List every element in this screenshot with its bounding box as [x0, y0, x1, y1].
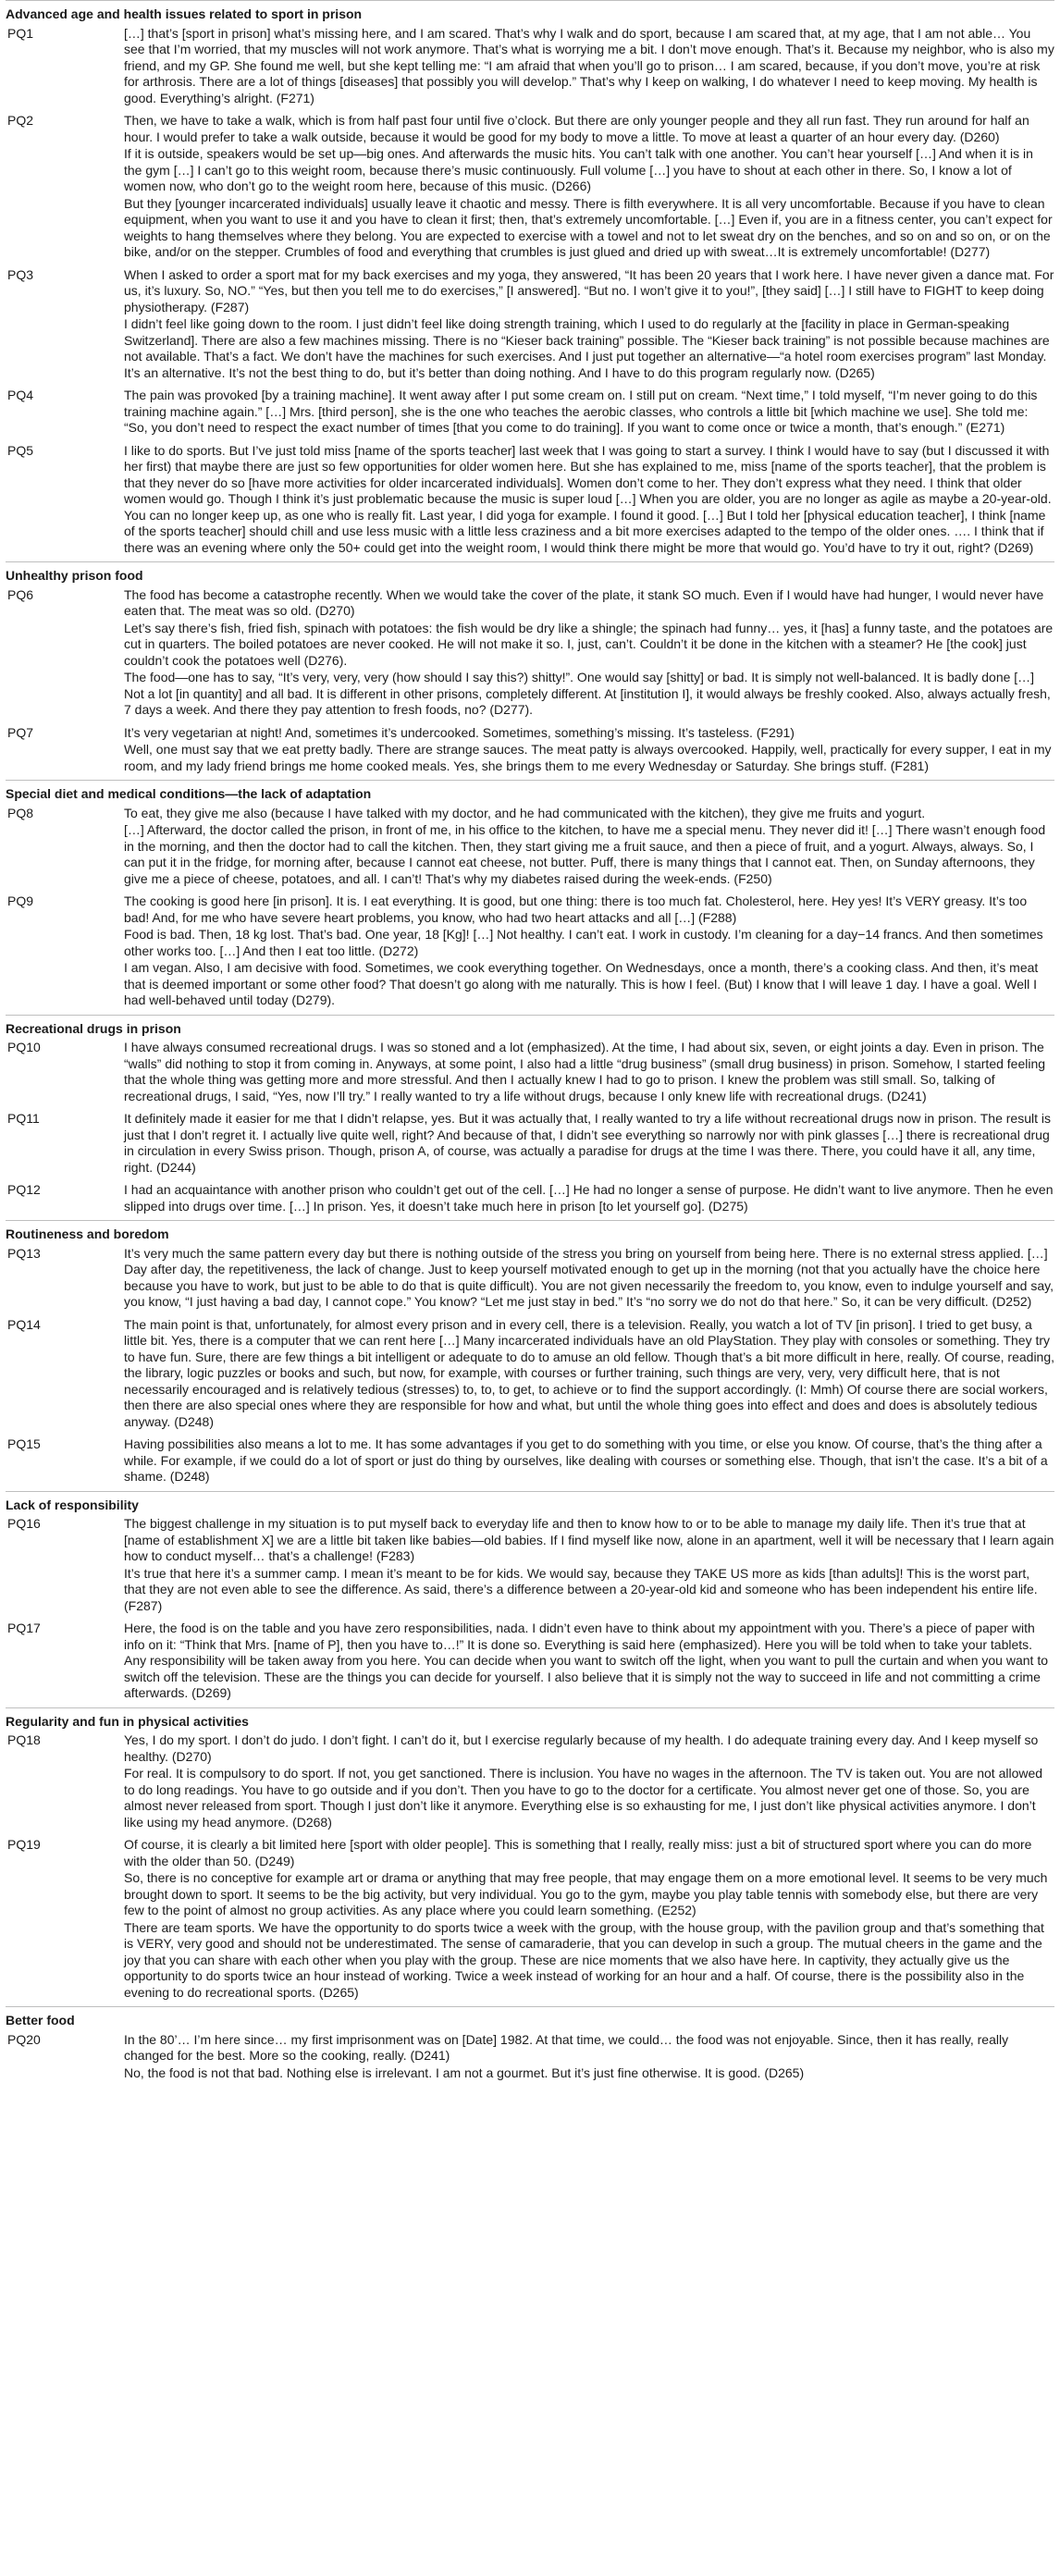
quote-text-cell: [124, 805, 1054, 894]
section-header-row: [6, 1221, 1054, 1245]
quote-paragraph: I like to do sports. But I’ve just told miss [name of the sports teacher] last week that I was going to start a survey. I think I would have to say (but I discussed it with her first) that maybe there are just so few opportunities for older women here. But she has explained to me, miss [name of the sports teacher], that the problem is that they never do so [have more activities for older incarcerated individuals]. Women don’t come to her. They don’t express what they need. I think that older women would go. Though I think it’s just problematic because the music is super loud […] When you are older, you are no longer as agile as maybe a 20-year-old. You can no longer keep up, as one who is really fit. Last year, I did yoga for example. I found it good. […] But I told her [physical education teacher], I think [name of the sports teacher] should chill and use less music with a little less craziness and a bit more exercises adapted to the tempo of the older ones. …. I think that if there was an evening where only the 50+ could get into the weight room, I would think there might be more that would go. You’d have to try it out, right? (D269): [124, 442, 1052, 555]
quote-row: [6, 893, 1054, 1015]
section-title: Better food: [6, 2007, 1054, 2031]
quote-row: [6, 1245, 1054, 1316]
quote-text-cell: [124, 2031, 1054, 2088]
quote-text-cell: [124, 1620, 1054, 1707]
quote-paragraph: The main point is that, unfortunately, for almost every prison and in every cell, there is a television. Really, you watch a lot of TV [in prison]. I tried to get busy, a little bit. Yes, there is a computer that we can rent here […] Many incarcerated individuals have an old PlayStation. They play with consoles or something. They try to have fun. Sure, there are few things a bit intelligent or adequate to do to amuse an old fellow. Though that’s a bit more difficult in here, really. Of course, reading, the library, logic puzzles or books and such, but now, for example, with courses or further training, such things are very, very, very difficult here, that is not necessarily encouraged and is relatively tedious (stresses) to, to, to get, to achieve or to find the support accordingly. (I: Mmh) Of course there are social workers, then there are also special ones where they are responsible for how and what, but until the whole thing goes into effect and does and does is absolutely tedious anyway. (D248): [124, 1316, 1055, 1429]
quote-paragraph: No, the food is not that bad. Nothing else is irrelevant. I am not a gourmet. But it’s just fine otherwise. It is good. (D265): [124, 2064, 805, 2080]
quote-id: PQ12: [7, 1182, 41, 1197]
quote-row: [6, 1110, 1054, 1181]
quote-paragraph: Well, one must say that we eat pretty badly. There are strange sauces. The meat patty is always overcooked. Happily, well, practically for every supper, I eat in my room, and my lady friend brings me home cooked meals. Yes, she brings them to me every Wednesday or Saturday. She brings stuff. (F281): [124, 742, 1052, 773]
quote-row: [6, 2031, 1054, 2088]
quote-paragraph: If it is outside, speakers would be set up—big ones. And afterwards the music hits. You can’t talk with one another. You can’t hear yourself […] And when it is in the gym […] I can’t go to this weight room, because there’s music continuously. Full volume […] you have to shout at each other in there. So, I know a lot of women now, who don’t go to the weight room here, because of this music. (D266): [124, 146, 1033, 193]
quote-id: PQ6: [7, 586, 34, 602]
quote-paragraph: The cooking is good here [in prison]. It is. I eat everything. It is good, but one thing: there is too much fat. Cholesterol, here. Hey yes! It’s VERY greasy. It’s too bad! And, for me who have severe heart problems, you know, who had two heart attacks and all […] (F288): [124, 894, 1028, 925]
quote-row: [6, 1620, 1054, 1707]
quote-text-cell: [124, 1732, 1054, 1836]
quote-paragraph: I have always consumed recreational drugs. I was so stoned and a lot (emphasized). At the time, I had about six, seven, or eight joints a day. Even in prison. The “walls” did nothing to stop it from coming in. Anyways, at some point, I also had a little “drug business” (small drug business) in prison. Somehow, I started feeling that the whole thing was getting more and more stressful. And then I actually knew I had to go to prison. I knew the problem was still small. So, talking of recreational drugs, I said, “Yes, now I’ll try.” I really wanted to try a life without drugs, because I only knew life with recreational drugs. (D241): [124, 1040, 1046, 1103]
quote-text-cell: [124, 1316, 1054, 1436]
quote-text-cell: [124, 1039, 1054, 1110]
quote-text-cell: [124, 387, 1054, 442]
quote-paragraph: Here, the food is on the table and you have zero responsibilities, nada. I didn’t even have to think about my appointment with you. There’s a piece of paper with info on it: “Think that Mrs. [name of P], then you have to…!” It is done so. Everything is said here (emphasized). Here you will be told when to take your tablets. Any responsibility will be taken away from you here. You can decide when you want to switch off the light, when you want to pull the curtain and when you want to switch off the television. These are the things you can decide for yourself. I also believe that it is simply not the way to succeed in life and not committing a crime afterwards. (D269): [124, 1621, 1048, 1700]
quote-paragraph: The food has become a catastrophe recently. When we would take the cover of the plate, it stank SO much. Even if I would have had hunger, I would never have eaten that. The meat was so old. (D270): [124, 586, 1044, 618]
quote-paragraph: The food—one has to say, “It’s very, very, very (how should I say this?) shitty!”. One would say [shitty] or bad. It is simply not well-balanced. It is badly done […] Not a lot [in quantity] and all bad. It is different in other prisons, completely different. At [institution I], it would always be freshly cooked. Also, always actually fresh, 7 days a week. And there they pay attention to fresh foods, no? (D277).: [124, 670, 1051, 717]
quote-id: PQ9: [7, 894, 34, 908]
section-header-row: [6, 1707, 1054, 1732]
quote-text-cell: [124, 442, 1054, 562]
quote-text-cell: [124, 1245, 1054, 1316]
quote-paragraph: So, there is no conceptive for example art or drama or anything that may free people, that may engage them on a more emotional level. It seems to be very much brought down to sport. It seems to be the big activity, but very individual. You go to the gym, maybe you play table tennis with somebody else, but there are very few to the point of almost no group activities. As any place where you could learn something. (E252): [124, 1870, 1048, 1917]
quote-row: [6, 1039, 1054, 1110]
quote-text-cell: [124, 586, 1054, 724]
quote-id: PQ16: [7, 1516, 41, 1531]
quote-paragraph: I am vegan. Also, I am decisive with food. Sometimes, we cook everything together. On Wednesdays, once a month, there’s a cooking class. And then, it’s meat that is deemed important or some other food? That doesn’t go along with me naturally. This is how I feel. (But) I know that I will leave 1 day. I have a goal. Well I had well-behaved until today (D279).: [124, 960, 1039, 1007]
quote-text-cell: [124, 1110, 1054, 1181]
section-title: Advanced age and health issues related to sport in prison: [6, 1, 1054, 25]
quote-paragraph: When I asked to order a sport mat for my back exercises and my yoga, they answered, “It has been 20 years that I work here. I have never given a dance mat. For us, it’s luxury. So, NO.” “Yes, but then you tell me to do exercises,” [I answered]. “But no. I won’t give it to you!”, [they said] […] I still have to FIGHT to keep doing physiotherapy. (F287): [124, 266, 1054, 314]
quote-row: [6, 1436, 1054, 1491]
quote-id: PQ1: [7, 25, 34, 41]
quote-paragraph: The pain was provoked [by a training machine]. It went away after I put some cream on. I still put on cream. “Next time,” I told myself, “I’m never going to do this training machine again.” […] Mrs. [third person], she is the one who teaches the aerobic classes, who controls a little bit [which machine we use]. She told me: “So, you don’t need to respect the exact number of times [that you come to do training]. If you want to come once or twice a month, that’s enough.” (E271): [124, 388, 1038, 435]
quote-paragraph: Then, we have to take a walk, which is from half past four until five o’clock. But there are only younger people and they all run fast. They run around for half an hour. I would prefer to take a walk outside, because it would be good for my body to move a little. To move at least a quarter of an hour every day. (D260): [124, 113, 1029, 144]
quote-row: [6, 1732, 1054, 1836]
section-header-row: [6, 1491, 1054, 1515]
quote-paragraph: The biggest challenge in my situation is to put myself back to everyday life and then to know how to or to be able to manage my daily life. Then it’s true that at [name of establishment X] we are a little bit taken like babies—old babies. If I find myself like now, alone in an apartment, well it will be necessary that I learn again how to conduct myself… that’s a challenge! (F283): [124, 1516, 1054, 1563]
section-title: Recreational drugs in prison: [6, 1015, 1054, 1039]
quote-paragraph: Of course, it is clearly a bit limited here [sport with older people]. This is something that I really, really miss: just a bit of structured sport where you can do more with the older than 50. (D249): [124, 1837, 1032, 1868]
quote-id: PQ7: [7, 724, 34, 740]
quote-row: [6, 266, 1054, 388]
quote-text-cell: [124, 1515, 1054, 1620]
quote-paragraph: There are team sports. We have the opportunity to do sports twice a week with the group, with the house group, with the pavilion group and that’s something that is VERY, very good and should not be underestimated. The sense of camaraderie, that you can develop in such a group. The mutual cheers in the game and the joy that you can share with each other when you play with the group. These are nice moments that we also have here. In captivity, they actually give us the opportunity to do sports twice an hour instead of working. Twice a week instead of working for an hour and a half. Of course, there is the possibility also in the evening to do recreational sports. (D265): [124, 1919, 1044, 2000]
quote-row: [6, 1515, 1054, 1620]
quote-paragraph: It’s very vegetarian at night! And, sometimes it’s undercooked. Sometimes, something’s missing. It’s tasteless. (F291): [124, 724, 795, 740]
quote-paragraph: It’s very much the same pattern every day but there is nothing outside of the stress you bring on yourself from being here. There is no external stress applied. […] Day after day, the repetitiveness, the lack of change. Just to keep yourself motivated enough to get up in the morning (not that you actually have the choice here because you have to work, but just to be able to do that is quite difficult). You are not given necessarily the freedom to, you know, even to indulge yourself and say, you know, “I just having a bad day, I cannot cope.” You know? “Let me just stay in bed.” It’s “no sorry we do not do that here.” So, it can be very difficult. (D252): [124, 1245, 1054, 1309]
quote-id: PQ10: [7, 1040, 41, 1054]
quote-paragraph: But they [younger incarcerated individuals] usually leave it chaotic and messy. There is filth everywhere. It is all very uncomfortable. Because if you have to clean equipment, when you want to use it and you have to clean it first; then, that’s extremely uncomfortable. […] Even if, you are in a fitness center, you can’t expect for weights to hang themselves where they belong. You are expected to exercise with a towel and not to let sweat dry on the benches, and so on and so on, or on the bike, and/or on the stepper. Crumbles of food and everything that crumbles is just glued and dried up with sweat…It is extremely uncomfortable! (D277): [124, 195, 1053, 259]
quote-paragraph: For real. It is compulsory to do sport. If not, you get sanctioned. There is inclusion. You have no wages in the afternoon. The TV is taken out. You are not allowed to do long readings. You have to go outside and if you don’t. Then you have to go to the doctor for a certificate. You almost never get one of those. So, you are almost never released from sport. Though I just don’t like it anymore. Everything else is so exhausting for me, I just don’t like physical activities anymore. I don’t like using my head anymore. (D268): [124, 1766, 1043, 1830]
quote-paragraph: It’s true that here it’s a summer camp. I mean it’s meant to be for kids. We would say, because they TAKE US more as kids [than adults]! This is the worst part, that they are not even able to see the difference. As said, there’s a difference between a 20-year-old kid and someone who has been independent his entire life. (F287): [124, 1565, 1038, 1613]
quote-paragraph: […] that’s [sport in prison] what’s missing here, and I am scared. That’s why I walk and do sport, because I am scared that, at my age, that I am not able… You see that I’m worried, that my muscles will not work anymore. That’s what is worrying me a bit. I don’t move enough. That’s it. Because my neighbor, who is also my friend, and my GP. She found me well, but she kept telling me: “I am afraid that when you’ll go to prison… I am scared, because, if you don’t move, you’re at risk for arthrosis. There are a lot of things [diseases] that possibly you will develop.” That’s why I keep on walking, I do whatever I need to keep moving. My health is good. Everything’s alright. (F271): [124, 25, 1054, 105]
quote-paragraph: I had an acquaintance with another prison who couldn’t get out of the cell. […] He had no longer a sense of purpose. He didn’t want to live anymore. Then he even slipped into drugs over time. […] In prison. Yes, it doesn’t take much here in prison [to let yourself go]. (D275): [124, 1182, 1054, 1214]
quote-paragraph: It definitely made it easier for me that I didn’t relapse, yes. But it was actually that, I really wanted to try a life without recreational drugs now in prison. The result is just that I don’t regret it. I actually live quite well, right? And because of that, I didn’t see everything so narrowly nor with pink glasses […] there is recreational drug in circulation in every Swiss prison. Though, prison A, of course, was actually a paradise for drugs at the time I was there. There, you could have it all, any time, right. (D244): [124, 1111, 1051, 1175]
quote-row: [6, 112, 1054, 266]
quote-paragraph: […] Afterward, the doctor called the prison, in front of me, in his office to the kitchen, to have me a special menu. They never did it! […] There wasn’t enough food in the morning, and then the doctor had to call the kitchen. Then, they start giving me a fruit sauce, and then a piece of fruit, and a yogurt. Always, always. So, I can put it in the fridge, for morning after, because I cannot eat cheese, not butter. Puff, there is many things that I cannot eat. Then, on Sunday afternoons, they give me a piece of cheese, potatoes, and all. I can’t! That’s why my diabetes raised during the week-ends. (F250): [124, 822, 1046, 886]
quote-id: PQ17: [7, 1621, 41, 1635]
quotes-table-body: [6, 1, 1054, 2088]
quote-id: PQ2: [7, 113, 34, 128]
quote-text-cell: [124, 266, 1054, 388]
quote-id: PQ5: [7, 442, 34, 458]
quote-id: PQ11: [7, 1111, 40, 1126]
quote-id: PQ20: [7, 2031, 41, 2047]
section-header-row: [6, 562, 1054, 586]
section-title: Regularity and fun in physical activities: [6, 1707, 1054, 1732]
quote-id: PQ19: [7, 1837, 41, 1852]
section-header-row: [6, 1, 1054, 25]
quote-text-cell: [124, 112, 1054, 266]
quotes-table: [6, 0, 1054, 2087]
section-header-row: [6, 781, 1054, 805]
quote-text-cell: [124, 724, 1054, 781]
quote-paragraph: To eat, they give me also (because I have talked with my doctor, and he had communicated with the kitchen), they give me fruits and yogurt.: [124, 805, 926, 820]
quote-paragraph: Food is bad. Then, 18 kg lost. That’s bad. One year, 18 [Kg]! […] Not healthy. I can’t eat. I work in custody. I’m cleaning for a day−14 francs. And then sometimes other works too. […] And then I eat too little. (D272): [124, 927, 1043, 958]
quote-id: PQ4: [7, 388, 34, 402]
quote-paragraph: In the 80’… I’m here since… my first imprisonment was on [Date] 1982. At that time, we could… the food was not enjoyable. Since, then it has really, really changed for the best. More so the cooking, really. (D241): [124, 2031, 1009, 2063]
quote-id: PQ3: [7, 266, 34, 282]
quote-text-cell: [124, 893, 1054, 1015]
quote-id: PQ15: [7, 1436, 41, 1451]
section-title: Routineness and boredom: [6, 1221, 1054, 1245]
quote-paragraph: I didn’t feel like going down to the room. I just didn’t feel like doing strength training, which I used to do regularly at the [facility in place in German-speaking Switzerland]. There are also a few machines missing. There is no “Kieser back training” possible. The “Kieser back training” is not possible because machines are not available. That’s a fact. We don’t have the machines for such exercises. And I just put together an alternative—“a hotel room exercises program” last Monday. It’s an alternative. It’s not the best thing to do, but it’s better than doing nothing. And I have to do this program regularly now. (D265): [124, 316, 1050, 380]
quote-text-cell: [124, 1181, 1054, 1221]
section-title: Lack of responsibility: [6, 1491, 1054, 1515]
quote-row: [6, 1181, 1054, 1221]
quote-id: PQ18: [7, 1732, 41, 1747]
quote-paragraph: Let’s say there’s fish, fried fish, spinach with potatoes: the fish would be dry like a shingle; the spinach had funny… yes, it [has] a funny taste, and the potatoes are cut in quarters. The boiled potatoes are never cooked. He will not make it so. I, just, can’t. Couldn’t it be done in the kitchen with a steamer? He [the cook] just couldn’t cook the potatoes well (D276).: [124, 620, 1054, 668]
quote-row: [6, 1316, 1054, 1436]
quote-paragraph: Yes, I do my sport. I don’t do judo. I don’t fight. I can’t do it, but I exercise regularly because of my health. I do adequate training every day. And I keep myself so healthy. (D270): [124, 1732, 1039, 1764]
quote-row: [6, 1836, 1054, 2007]
quote-row: [6, 25, 1054, 113]
section-header-row: [6, 2007, 1054, 2031]
quote-id: PQ8: [7, 805, 34, 820]
quote-text-cell: [124, 1836, 1054, 2007]
quote-id: PQ13: [7, 1245, 41, 1261]
quote-text-cell: [124, 25, 1054, 113]
quote-row: [6, 586, 1054, 724]
quote-paragraph: Having possibilities also means a lot to me. It has some advantages if you get to do something with you time, or else you know. Of course, that’s the thing after a while. For example, if we could do a lot of sport or just do thing by ourselves, like dealing with courses or something else. Though, that isn’t the case. It’s a bit of a shame. (D248): [124, 1436, 1048, 1484]
quote-row: [6, 442, 1054, 562]
quote-row: [6, 724, 1054, 781]
section-header-row: [6, 1015, 1054, 1039]
section-title: Special diet and medical conditions—the lack of adaptation: [6, 781, 1054, 805]
quote-id: PQ14: [7, 1316, 41, 1332]
quote-text-cell: [124, 1436, 1054, 1491]
quote-row: [6, 805, 1054, 894]
quote-row: [6, 387, 1054, 442]
section-title: Unhealthy prison food: [6, 562, 1054, 586]
